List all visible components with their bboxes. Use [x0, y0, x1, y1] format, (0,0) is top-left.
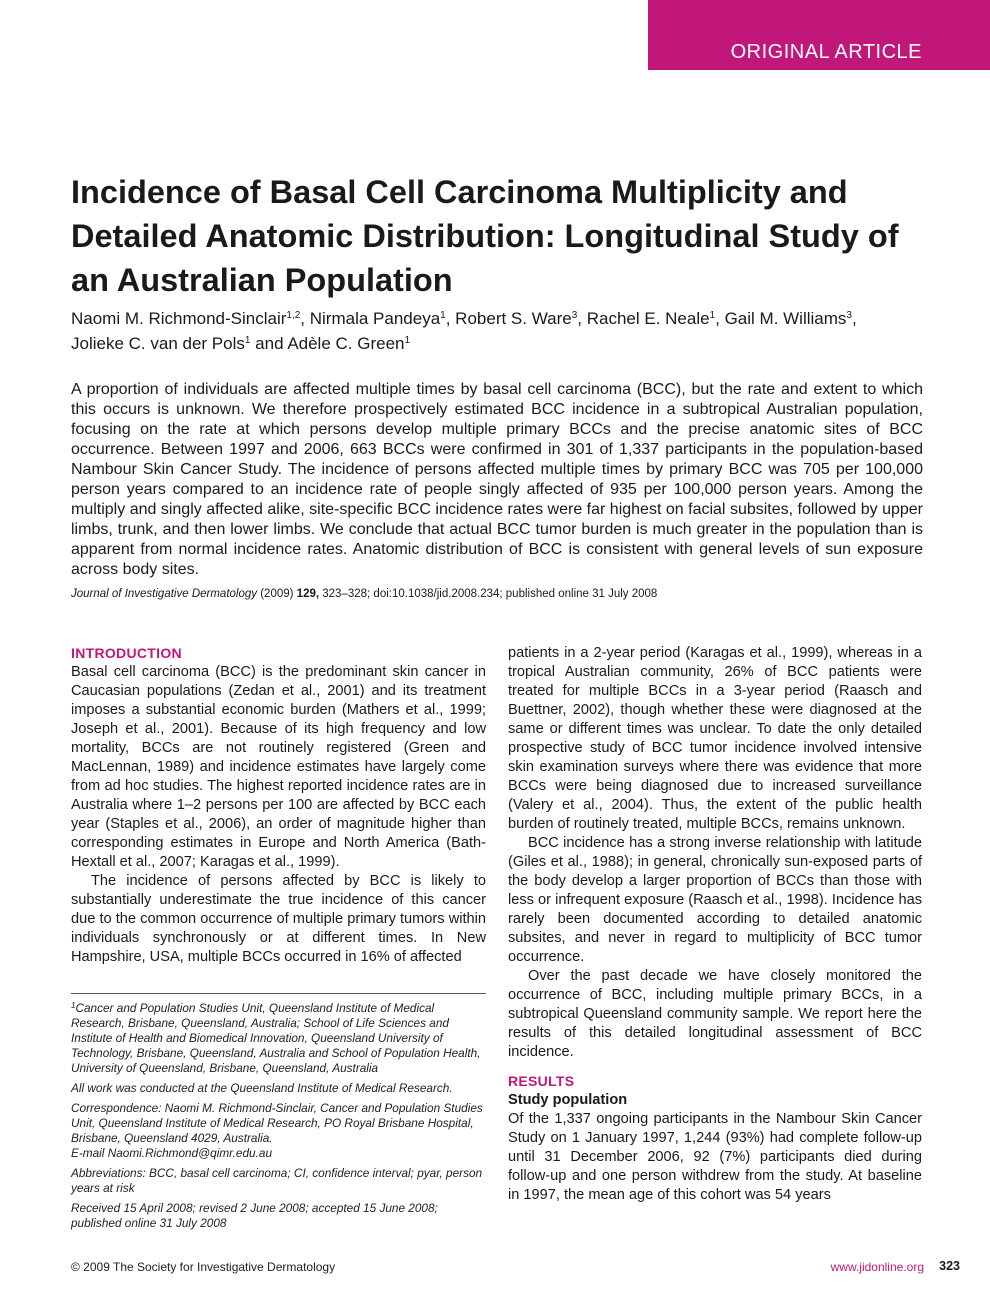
left-column [71, 644, 486, 967]
intro-paragraph-2: The incidence of persons affected by BCC is likely to substantially underestimate the true incidence of this cancer due to the common occurrence of multiple primary tumors within individuals synchronously or at different times. In New Hampshire, USA, multiple BCCs occurred in 16% of affected [71, 873, 486, 965]
abstract: A proportion of individuals are affected multiple times by basal cell carcinoma (BCC), but the rate and extent to which this occurs is unknown. We therefore prospectively estimated BCC incidence in a subtropical Australian population, focusing on the rate at which persons develop multiple primary BCCs and the precise anatomic sites of BCC occurrence. Between 1997 and 2006, 663 BCCs were confirmed in 301 of 1,337 participants in the population-based Nambour Skin Cancer Study. The incidence of persons affected multiple times by primary BCC was 705 per 100,000 person years compared to an incidence rate of people singly affected of 935 per 100,000 person years. Among the multiply and singly affected alike, site-specific BCC incidence rates were far highest on facial subsites, followed by upper limbs, trunk, and then lower limbs. We conclude that actual BCC tumor burden is much greater in the population than is apparent from normal incidence rates. Anatomic distribution of BCC is consistent with general levels of sun exposure across body sites. [71, 381, 923, 578]
article-title: Incidence of Basal Cell Carcinoma Multiplicity and Detailed Anatomic Distribution: Longitudinal Study of an Australian Population [71, 174, 899, 298]
author-separator: , [851, 309, 857, 328]
page-number: 323 [939, 1259, 960, 1273]
article-type-label: ORIGINAL ARTICLE [730, 41, 922, 63]
intro-paragraph-2-continued: patients in a 2-year period (Karagas et al., 1999), whereas in a tropical Australian community, 26% of BCC patients were treated for multiple BCCs in a 3-year period (Raasch and Buettner, 2002), though whether these were diagnosed at the same or different times was unclear. To date the only detailed prospective study of BCC tumor incidence involved intensive skin examination surveys where there was evidence that more BCCs were being diagnosed due to increased surveillance (Valery et al., 2004). Thus, the extent of the public health burden of routinely treated, multiple BCCs, remains unknown. [508, 645, 922, 832]
author-affiliation: 1 [440, 310, 446, 321]
intro-paragraph-4: Over the past decade we have closely monitored the occurrence of BCC, including multiple primary BCCs, in a subtropical Queensland community sample. We report here the results of this detailed longitudinal assessment of BCC incidence. [508, 968, 922, 1060]
section-gap [508, 1062, 922, 1072]
author-name: Adèle C. Green [287, 334, 405, 353]
footnote-received: Received 15 April 2008; revised 2 June 2008; accepted 15 June 2008; published online 31 July 2008 [71, 1201, 438, 1230]
footnote-work: All work was conducted at the Queensland Institute of Medical Research. [71, 1081, 453, 1095]
author-separator: , [445, 309, 456, 328]
citation-year: (2009) [260, 588, 294, 600]
author-separator: , [715, 309, 725, 328]
study-population-subheading: Study population [508, 1092, 628, 1108]
footnote-divider [71, 993, 486, 994]
author-affiliation: 3 [571, 310, 578, 321]
results-paragraph-1: Of the 1,337 ongoing participants in the Nambour Skin Cancer Study on 1 January 1997, 1,244 (93%) had complete follow-up until 31 December 2006, 92 (7%) participants died during follow-up and one person withdrew from the study. At baseline in 1997, the mean age of this cohort was 54 years [508, 1111, 922, 1203]
intro-paragraph-1: Basal cell carcinoma (BCC) is the predominant skin cancer in Caucasian populations (Zedan et al., 2001) and its treatment imposes a substantial economic burden (Mathers et al., 1999; Joseph et al., 2001). Because of its high frequency and low mortality, BCCs are not routinely registered (Green and MacLennan, 1989) and incidence estimates have largely come from ad hoc studies. The highest reported incidence rates are in Australia where 1–2 persons per 100 are affected by BCC each year (Staples et al., 2006), an order of magnitude higher than corresponding estimates in Europe and North America (Bath-Hextall et al., 2007; Karagas et al., 1999). [71, 664, 486, 870]
right-column [508, 644, 922, 1205]
citation-details: 323–328; doi:10.1038/jid.2008.234; published online 31 July 2008 [322, 588, 658, 600]
footnotes [71, 1001, 486, 1236]
author-affiliation: 1 [404, 335, 411, 346]
author-separator: , [300, 309, 310, 328]
correspondence-text: Correspondence: Naomi M. Richmond-Sinclair, Cancer and Population Studies Unit, Queensland Institute of Medical Research, PO Royal Brisbane Hospital, Brisbane, Queensland 4029, Australia. [71, 1101, 483, 1145]
footnote-correspondence [71, 1101, 486, 1161]
author-line-2 [71, 331, 931, 356]
author-name: Naomi M. Richmond-Sinclair [71, 309, 287, 328]
intro-paragraph-3: BCC incidence has a strong inverse relationship with latitude (Giles et al., 1988); in general, chronically sun-exposed parts of the body develop a larger proportion of BCCs than those with less or infrequent exposure (Raasch et al., 1998). Incidence has rarely been documented according to detailed anatomic subsites, and never in regard to multiplicity of BCC tumor occurrence. [508, 835, 922, 965]
author-separator: and [250, 334, 288, 353]
author-name: Rachel E. Neale [586, 309, 710, 328]
author-name: Nirmala Pandeya [309, 309, 441, 328]
author-affiliation: 3 [846, 310, 852, 321]
citation-volume: 129, [296, 588, 320, 600]
author-affiliation: 1 [709, 310, 716, 321]
footnote-affiliations: $^1$Cancer and Population Studies Unit, Queensland Institute of Medical Research, Brisbane, Queensland, Australia; School of Life Sciences and Institute of Health and Biomedical Innovation, Queensland University of Technology, Brisbane, Queensland, Australia and School of Population Health, University of Queensland, Brisbane, Queensland, Australia [71, 1001, 481, 1075]
author-name: Gail M. Williams [724, 309, 847, 328]
author-name: Jolieke C. van der Pols [71, 334, 245, 353]
introduction-heading: INTRODUCTION [71, 645, 182, 661]
author-affiliation: 1,2 [286, 310, 301, 321]
journal-website-link[interactable]: www.jidonline.org [830, 1260, 924, 1274]
author-affiliation: 1 [244, 335, 251, 346]
article-type-banner [648, 0, 990, 70]
affiliations-text: Cancer and Population Studies Unit, Queensland Institute of Medical Research, Brisbane, Queensland, Australia; School of Life Sciences and Institute of Health and Biomedical Innovation, Queensland University of Technology, Brisbane, Queensland, Australia and School of Population Health, University of Queensland, Brisbane, Queensland, Australia [71, 1001, 481, 1075]
author-name: Robert S. Ware [455, 309, 572, 328]
journal-name: Journal of Investigative Dermatology [71, 588, 258, 600]
author-line-1 [71, 306, 931, 331]
author-list [71, 306, 931, 356]
footnote-abbreviations: Abbreviations: BCC, basal cell carcinoma; CI, confidence interval; pyar, person years at risk [71, 1166, 483, 1195]
citation-line [71, 587, 931, 601]
author-separator: , [577, 309, 587, 328]
email-text[interactable]: E-mail Naomi.Richmond@qimr.edu.au [71, 1146, 273, 1160]
results-heading: RESULTS [508, 1073, 575, 1089]
copyright-footer: © 2009 The Society for Investigative Dermatology [71, 1260, 336, 1274]
